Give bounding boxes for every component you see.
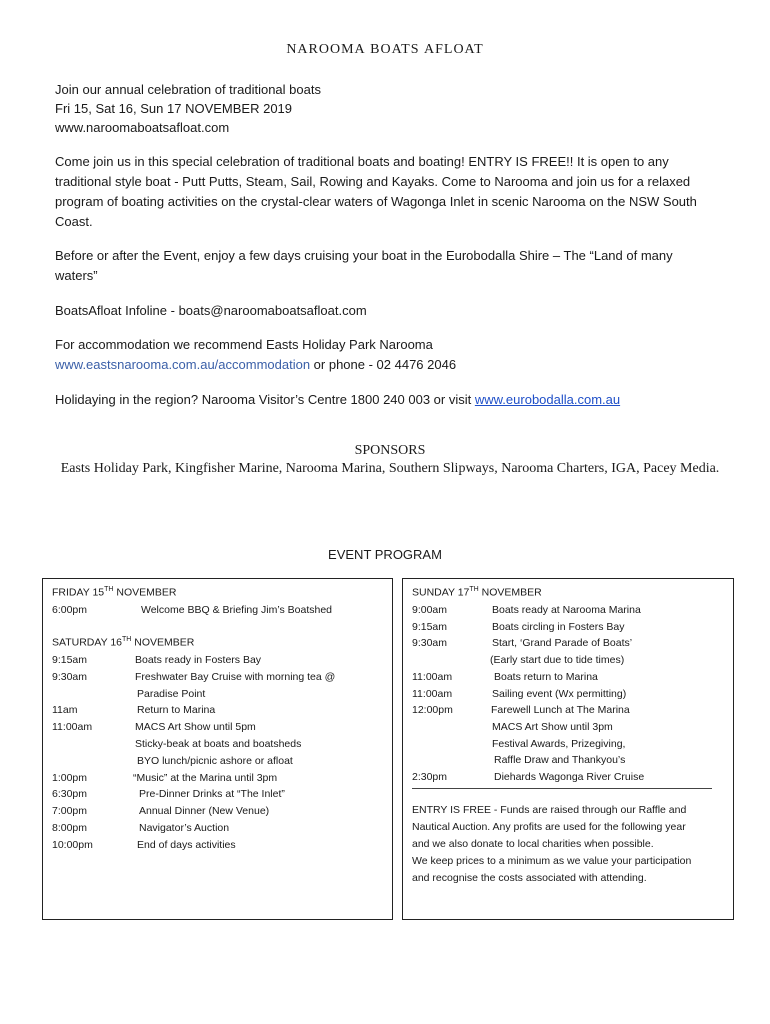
sunday-heading: SUNDAY 17TH NOVEMBER — [412, 586, 542, 599]
entry-note-line: We keep prices to a minimum as we value your participation — [412, 855, 692, 867]
saturday-item-time: 8:00pm — [52, 822, 88, 834]
sunday-item-time: 9:00am — [412, 604, 448, 616]
accommodation-link[interactable]: www.eastsnarooma.com.au/accommodation — [55, 357, 311, 372]
sunday-item-time: 11:00am — [412, 687, 453, 700]
cruising-paragraph: Before or after the Event, enjoy a few days cruising your boat in the Eurobodalla Shire – The “Land of many waters” — [55, 248, 673, 283]
saturday-item-time: 6:30pm — [52, 788, 88, 801]
program-title: EVENT PROGRAM — [328, 547, 442, 562]
entry-note-line: and recognise the costs associated with attending. — [412, 872, 647, 884]
saturday-heading: SATURDAY 16TH NOVEMBER — [52, 636, 195, 649]
entry-note-line: and we also donate to local charities when possible. — [412, 838, 654, 850]
sunday-item-event: (Early start due to tide times) — [490, 654, 625, 667]
saturday-item-event: “Music” at the Marina until 3pm — [133, 771, 278, 784]
eurobodalla-link[interactable]: www.eurobodalla.com.au — [474, 392, 621, 407]
saturday-item-event: Paradise Point — [137, 687, 206, 700]
friday-item-time: 6:00pm — [52, 604, 88, 616]
friday-item-event: Welcome BBQ & Briefing Jim’s Boatshed — [141, 604, 333, 616]
entry-note-line: ENTRY IS FREE - Funds are raised through our Raffle and — [412, 804, 687, 816]
accommodation-phone: or phone - 02 4476 2046 — [310, 357, 457, 372]
saturday-item-time: 1:00pm — [52, 771, 88, 784]
sunday-item-event: MACS Art Show until 3pm — [492, 720, 613, 733]
saturday-item-time: 10:00pm — [52, 838, 93, 851]
saturday-item-event: End of days activities — [137, 838, 236, 851]
sponsors-list: Easts Holiday Park, Kingfisher Marine, Narooma Marina, Southern Slipways, Narooma Charters, IGA, Pacey Media. — [60, 461, 720, 476]
saturday-item-event: Freshwater Bay Cruise with morning tea @ — [135, 670, 336, 683]
saturday-item-event: Navigator’s Auction — [139, 822, 230, 834]
holidaying-paragraph — [55, 390, 715, 410]
accommodation-line: For accommodation we recommend Easts Holiday Park Narooma — [55, 337, 433, 352]
saturday-item-time: 11am — [52, 704, 78, 717]
sunday-item-time: 11:00am — [412, 670, 453, 683]
holidaying-text: Holidaying in the region? Narooma Visitor’s Centre 1800 240 003 or visit — [55, 392, 475, 407]
sunday-item-time: 9:30am — [412, 637, 448, 650]
intro-website[interactable]: www.naroomaboatsafloat.com — [55, 120, 230, 135]
saturday-item-event: Pre-Dinner Drinks at “The Inlet” — [139, 788, 285, 801]
saturday-item-time: 11:00am — [52, 721, 93, 734]
accommodation-paragraph — [55, 335, 715, 375]
sunday-item-event: Farewell Lunch at The Marina — [491, 704, 630, 717]
saturday-item-time: 7:00pm — [52, 805, 88, 818]
sponsors-heading: SPONSORS — [354, 443, 426, 458]
intro-block — [55, 80, 735, 137]
sunday-item-time: 2:30pm — [412, 771, 448, 783]
infoline-paragraph: BoatsAfloat Infoline - boats@naroomaboatsafloat.com — [55, 303, 367, 318]
sunday-item-event: Boats ready at Narooma Marina — [492, 604, 641, 616]
document-title: narooma boats afloat — [286, 36, 484, 58]
program-box-sunday — [402, 578, 734, 920]
divider-line — [412, 788, 712, 789]
saturday-item-time: 9:15am — [52, 654, 88, 666]
intro-dates: Fri 15, Sat 16, Sun 17 NOVEMBER 2019 — [55, 101, 293, 116]
sunday-item-time: 9:15am — [412, 620, 448, 633]
description-paragraph: Come join us in this special celebration of traditional boats and boating! ENTRY IS FREE!! It is open to any traditional style boat - Putt Putts, Steam, Sail, Rowing and Kayaks. Come to Narooma and join us for a relaxed program of boating activities on the crystal-clear waters of Wagonga Inlet in scenic Narooma on the NSW South Coast. — [55, 154, 697, 229]
sunday-item-event: Festival Awards, Prizegiving, — [492, 737, 626, 750]
sunday-item-event: Raffle Draw and Thankyou’s — [494, 754, 626, 767]
saturday-item-event: Annual Dinner (New Venue) — [139, 805, 270, 818]
program-box-friday-saturday — [42, 578, 393, 920]
saturday-item-time: 9:30am — [52, 670, 88, 683]
sunday-item-event: Start, ‘Grand Parade of Boats’ — [492, 637, 633, 650]
friday-heading: FRIDAY 15TH NOVEMBER — [52, 586, 177, 599]
sunday-item-event: Boats return to Marina — [494, 670, 598, 683]
sunday-item-event: Sailing event (Wx permitting) — [492, 687, 627, 700]
saturday-item-event: MACS Art Show until 5pm — [135, 721, 256, 734]
sunday-item-event: Boats circling in Fosters Bay — [492, 620, 625, 633]
saturday-item-event: Return to Marina — [137, 704, 216, 717]
saturday-item-event: Boats ready in Fosters Bay — [135, 654, 262, 666]
saturday-item-event: BYO lunch/picnic ashore or afloat — [137, 754, 293, 767]
entry-note-line: Nautical Auction. Any profits are used for the following year — [412, 821, 686, 833]
sunday-item-event: Diehards Wagonga River Cruise — [494, 771, 645, 783]
sponsors-section — [55, 442, 725, 478]
intro-tagline: Join our annual celebration of traditional boats — [55, 82, 321, 97]
saturday-item-event: Sticky-beak at boats and boatsheds — [135, 738, 302, 750]
sunday-item-time: 12:00pm — [412, 704, 453, 717]
accommodation-contact — [55, 355, 715, 375]
